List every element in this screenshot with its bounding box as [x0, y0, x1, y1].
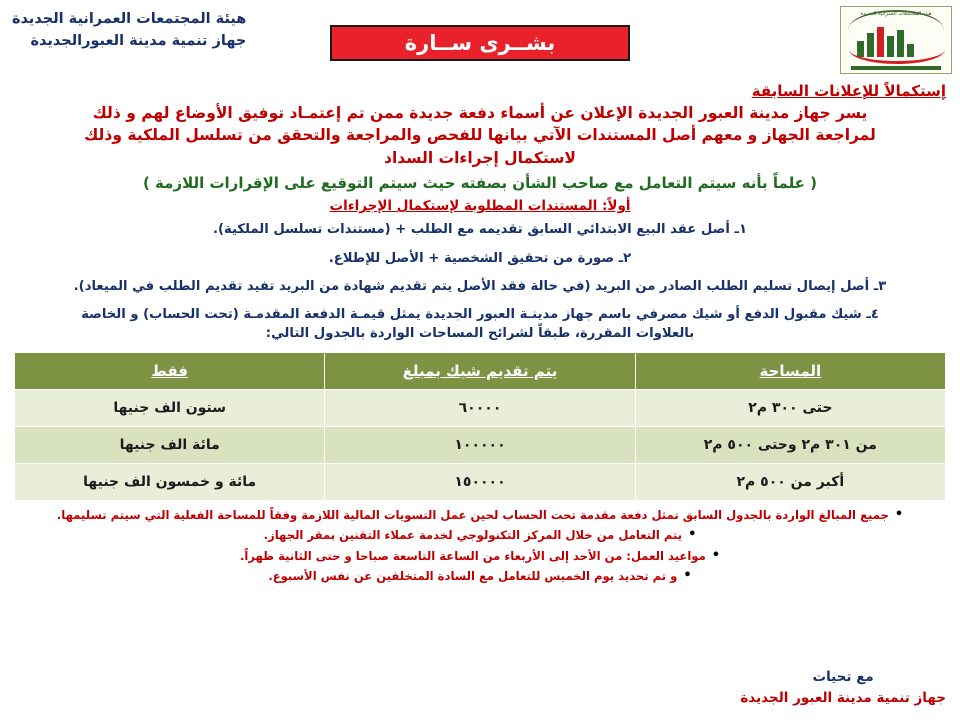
- note-item: [14, 568, 946, 585]
- signature-line-1: مع تحيات: [812, 668, 874, 685]
- bullet-dot-icon: •: [711, 547, 721, 563]
- bullet-dot-icon: •: [894, 507, 904, 523]
- cell-area: من ٣٠١ م٢ وحتى ٥٠٠ م٢: [635, 427, 945, 464]
- intro-section: [0, 82, 960, 214]
- cell-amount: ١٥٠٠٠٠: [325, 464, 635, 501]
- cell-amount: ١٠٠٠٠٠: [325, 427, 635, 464]
- intro-paragraph-line-2: لمراجعة الجهاز و معهم أصل المستندات الآتي بيانها للفحص والمراجعة والتحقق من تسلسل الملكية وذلك: [84, 126, 876, 145]
- table-row: [15, 390, 946, 427]
- document-header: [0, 0, 960, 78]
- fees-table: [14, 352, 946, 501]
- signature-block: [740, 667, 946, 710]
- good-news-banner: بشــرى ســارة: [330, 25, 630, 61]
- note-item: [14, 548, 946, 565]
- note-text: جميع المبالغ الواردة بالجدول السابق تمثل دفعة مقدمة تحت الحساب لحين عمل التسويات المالية اللازمة وفقاً للمساحة الفعلية التي سيتم تسليمها.: [56, 508, 889, 523]
- authority-logo: [840, 6, 952, 74]
- org-line-1: هيئة المجتمعات العمرانية الجديدة: [12, 11, 247, 27]
- note-item: [14, 507, 946, 524]
- table-header-row: [15, 353, 946, 390]
- note-item: [14, 527, 946, 544]
- intro-paragraph-line-1: يسر جهاز مدينة العبور الجديدة الإعلان عن أسماء دفعة جديدة ممن تم إعتمـاد توفيق الأوضاع لهم و ذلك: [92, 104, 868, 122]
- org-line-2: جهاز تنمية مدينة العبورالجديدة: [30, 33, 247, 50]
- list-item-line-2: بالعلاوات المقررة، طبقاً لشرائح المساحات الواردة بالجدول التالي:: [265, 325, 695, 341]
- logo-base: [851, 66, 941, 70]
- list-item: ٢ـ صورة من تحقيق الشخصية + الأصل للإطلاع.: [328, 250, 632, 266]
- intro-heading: إستكمالاً للإعلانات السابقة: [751, 82, 946, 100]
- list-item: ١ـ أصل عقد البيع الابتدائي السابق تقديمه مع الطلب + (مستندات تسلسل الملكية).: [212, 222, 748, 238]
- table-row: [15, 464, 946, 501]
- list-item-line-1: ٤ـ شيك مقبول الدفع أو شيك مصرفي باسم جهاز مدينـة العبور الجديدة يمثل قيمـة الدفعة المقدمـة (تحت الحساب) و الخاصة: [81, 306, 879, 322]
- logo-caption: هيئة المجتمعات العمرانية الجديدة: [860, 11, 932, 17]
- intro-paragraph-line-3: لاستكمال إجراءات السداد: [384, 148, 576, 167]
- list-item: ٣ـ أصل إيصال تسليم الطلب الصادر من البريد (في حالة فقد الأصل يتم تقديم شهادة من البريد تفيد تقديم الطلب في الميعاد).: [73, 278, 887, 294]
- required-documents-heading: أولاً: المستندات المطلوبة لإستكمال الإجراءات: [329, 198, 631, 215]
- logo-sweep: [849, 47, 945, 64]
- required-documents-list: [0, 220, 960, 343]
- note-text: و تم تحديد يوم الخميس للتعامل مع السادة المتخلفين عن نفس الأسبوع.: [268, 569, 678, 584]
- cell-amount-words: مائة و خمسون الف جنيها: [15, 464, 325, 501]
- signature-line-2: جهاز تنمية مدينة العبور الجديدة: [740, 690, 946, 707]
- cell-amount: ٦٠٠٠٠: [325, 390, 635, 427]
- column-header-cheque-amount: يتم تقديم شيك بمبلغ: [325, 353, 635, 390]
- fees-table-wrapper: [14, 352, 946, 501]
- cell-amount-words: ستون الف جنيها: [15, 390, 325, 427]
- organization-title: [12, 8, 246, 53]
- list-item: [18, 305, 942, 343]
- column-header-area: المساحة: [635, 353, 945, 390]
- intro-note: ( علماً بأنه سيتم التعامل مع صاحب الشأن بصفته حيث سيتم التوقيع على الإقرارات اللازمة ): [142, 174, 818, 193]
- note-text: مواعيد العمل: من الأحد إلى الأربعاء من الساعة التاسعة صباحا و حتى الثانية ظهراً.: [239, 548, 706, 563]
- note-text: يتم التعامل من خلال المركز التكنولوجي لخدمة عملاء التقنين بمقر الجهاز.: [263, 528, 683, 543]
- bullet-dot-icon: •: [683, 568, 692, 584]
- cell-area: حتى ٣٠٠ م٢: [635, 390, 945, 427]
- cell-amount-words: مائة الف جنيها: [15, 427, 325, 464]
- table-row: [15, 427, 946, 464]
- notes-list: [14, 507, 946, 586]
- column-header-amount-in-words: فقط: [15, 353, 325, 390]
- bullet-dot-icon: •: [688, 527, 697, 543]
- cell-area: أكبر من ٥٠٠ م٢: [635, 464, 945, 501]
